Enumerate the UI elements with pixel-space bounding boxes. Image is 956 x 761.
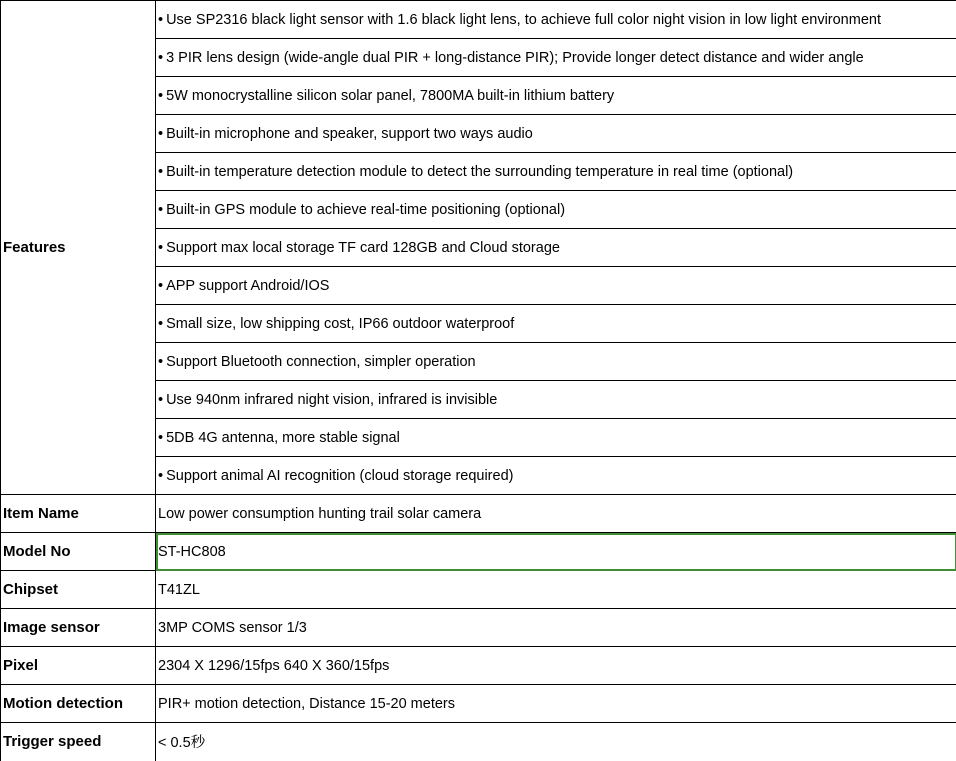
table-row [1,685,956,723]
bullet: • [158,126,163,142]
item-name-label[interactable]: Item Name [1,495,156,533]
bullet: • [158,278,163,294]
model-no-value[interactable]: ST-HC808 [156,533,956,571]
feature-text: APP support Android/IOS [166,278,329,294]
model-no-label[interactable]: Model No [1,533,156,571]
feature-text: 5DB 4G antenna, more stable signal [166,430,400,446]
feature-text: Support animal AI recognition (cloud storage required) [166,468,513,484]
feature-text: Use 940nm infrared night vision, infrared is invisible [166,392,497,408]
feature-item[interactable] [156,39,956,77]
feature-item[interactable] [156,343,956,381]
feature-item[interactable] [156,457,956,495]
table-row [1,723,956,761]
chipset-value[interactable]: T41ZL [156,571,956,609]
feature-text: Built-in GPS module to achieve real-time positioning (optional) [166,202,565,218]
bullet: • [158,88,163,104]
bullet: • [158,354,163,370]
feature-item[interactable] [156,115,956,153]
trigger-speed-label[interactable]: Trigger speed [1,723,156,761]
bullet: • [158,392,163,408]
feature-item[interactable] [156,153,956,191]
bullet: • [158,50,163,66]
table-row [1,571,956,609]
chipset-label[interactable]: Chipset [1,571,156,609]
feature-text: Use SP2316 black light sensor with 1.6 black light lens, to achieve full color night vision in low light environment [166,12,881,28]
bullet: • [158,430,163,446]
pixel-label[interactable]: Pixel [1,647,156,685]
feature-text: Small size, low shipping cost, IP66 outdoor waterproof [166,316,514,332]
table-row [1,495,956,533]
table-row [1,647,956,685]
item-name-value[interactable]: Low power consumption hunting trail solar camera [156,495,956,533]
feature-item[interactable] [156,77,956,115]
bullet: • [158,316,163,332]
bullet: • [158,240,163,256]
feature-text: Built-in temperature detection module to detect the surrounding temperature in real time (optional) [166,164,793,180]
bullet: • [158,468,163,484]
table-row [1,533,956,571]
feature-item[interactable] [156,419,956,457]
feature-item[interactable] [156,267,956,305]
feature-text: Support max local storage TF card 128GB and Cloud storage [166,240,560,256]
feature-item[interactable] [156,305,956,343]
motion-detection-label[interactable]: Motion detection [1,685,156,723]
feature-text: 5W monocrystalline silicon solar panel, 7800MA built-in lithium battery [166,88,614,104]
feature-item[interactable] [156,381,956,419]
image-sensor-label[interactable]: Image sensor [1,609,156,647]
table-row [1,609,956,647]
pixel-value[interactable]: 2304 X 1296/15fps 640 X 360/15fps [156,647,956,685]
image-sensor-value[interactable]: 3MP COMS sensor 1/3 [156,609,956,647]
bullet: • [158,12,163,28]
feature-text: Built-in microphone and speaker, support two ways audio [166,126,533,142]
trigger-speed-value[interactable]: < 0.5秒 [156,723,956,761]
feature-text: Support Bluetooth connection, simpler operation [166,354,476,370]
features-label[interactable]: Features [1,1,156,495]
feature-text: 3 PIR lens design (wide-angle dual PIR + long-distance PIR); Provide longer detect distance and wider angle [166,50,864,66]
feature-item[interactable] [156,229,956,267]
bullet: • [158,164,163,180]
motion-detection-value[interactable]: PIR+ motion detection, Distance 15-20 meters [156,685,956,723]
feature-item[interactable] [156,191,956,229]
feature-item[interactable] [156,1,956,39]
bullet: • [158,202,163,218]
table-row [1,1,956,39]
